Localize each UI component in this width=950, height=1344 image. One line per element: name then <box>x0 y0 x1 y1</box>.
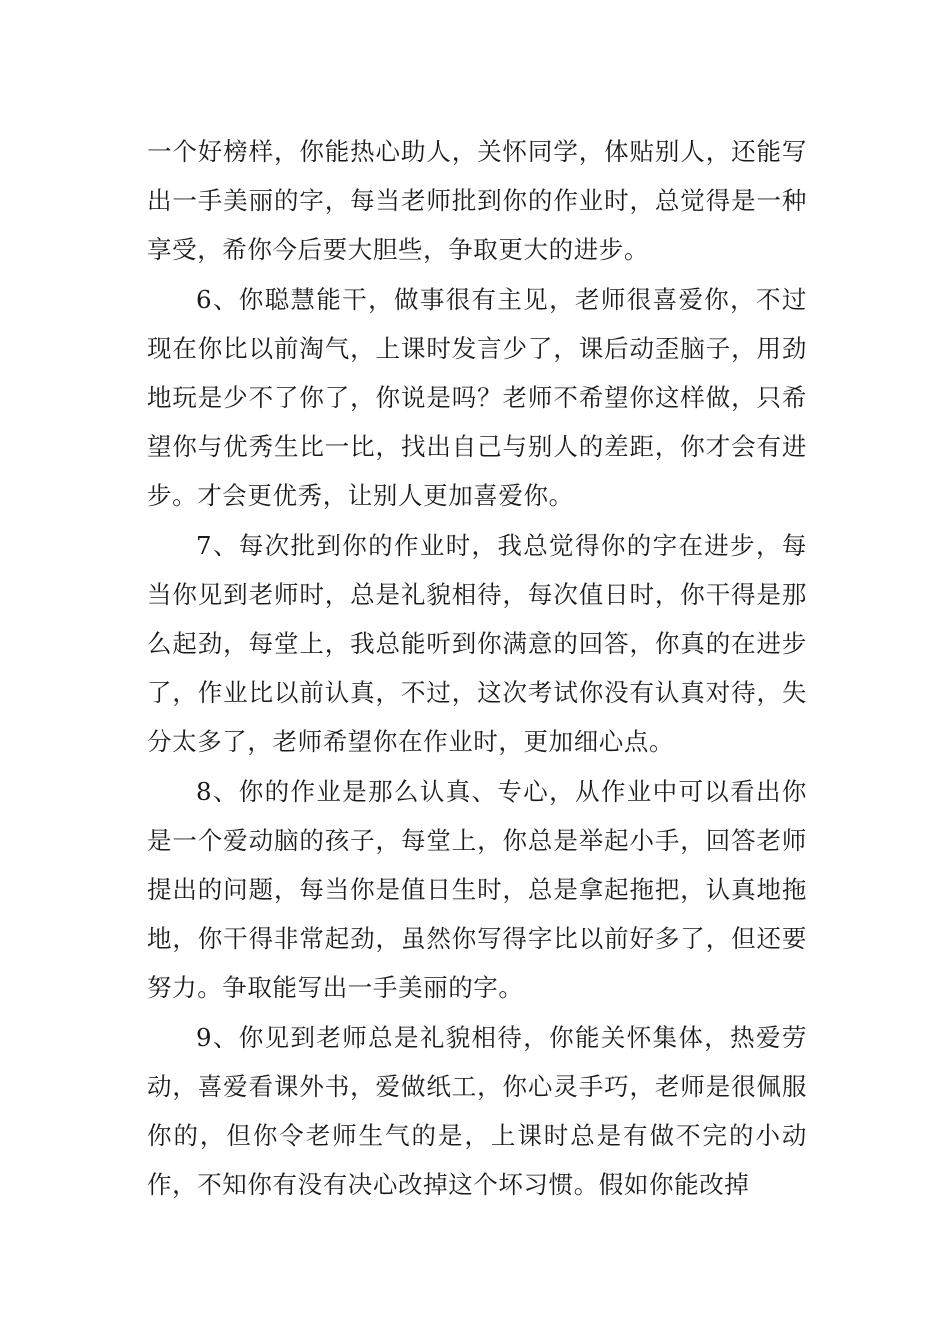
paragraph-comment-6: 6、你聪慧能干，做事很有主见，老师很喜爱你，不过现在你比以前淘气，上课时发言少了，课后动歪脑子，用劲地玩是少不了你了，你说是吗？老师不希望你这样做，只希望你与优秀生比一比，找出自己与别人的差距，你才会有进步。才会更优秀，让别人更加喜爱你。 <box>147 284 807 511</box>
paragraph-comment-9: 9、你见到老师总是礼貌相待，你能关怀集体，热爱劳动，喜爱看课外书，爱做纸工，你心灵手巧，老师是很佩服你的，但你令老师生气的是，上课时总是有做不完的小动作，不知你有没有决心改掉这个坏习惯。假如你能改掉 <box>147 1022 807 1200</box>
paragraph-comment-7: 7、每次批到你的作业时，我总觉得你的字在进步，每当你见到老师时，总是礼貌相待，每次值日时，你干得是那么起劲，每堂上，我总能听到你满意的回答，你真的在进步了，作业比以前认真，不过，这次考试你没有认真对待，失分太多了，老师希望你在作业时，更加细心点。 <box>147 530 807 757</box>
paragraph-comment-8: 8、你的作业是那么认真、专心，从作业中可以看出你是一个爱动脑的孩子，每堂上，你总是举起小手，回答老师提出的问题，每当你是值日生时，总是拿起拖把，认真地拖地，你干得非常起劲，虽然你写得字比以前好多了，但还要努力。争取能写出一手美丽的字。 <box>147 776 807 1003</box>
document-body <box>147 127 807 1209</box>
paragraph-continuation: 一个好榜样，你能热心助人，关怀同学，体贴别人，还能写出一手美丽的字，每当老师批到你的作业时，总觉得是一种享受，希你今后要大胆些，争取更大的进步。 <box>147 137 807 265</box>
